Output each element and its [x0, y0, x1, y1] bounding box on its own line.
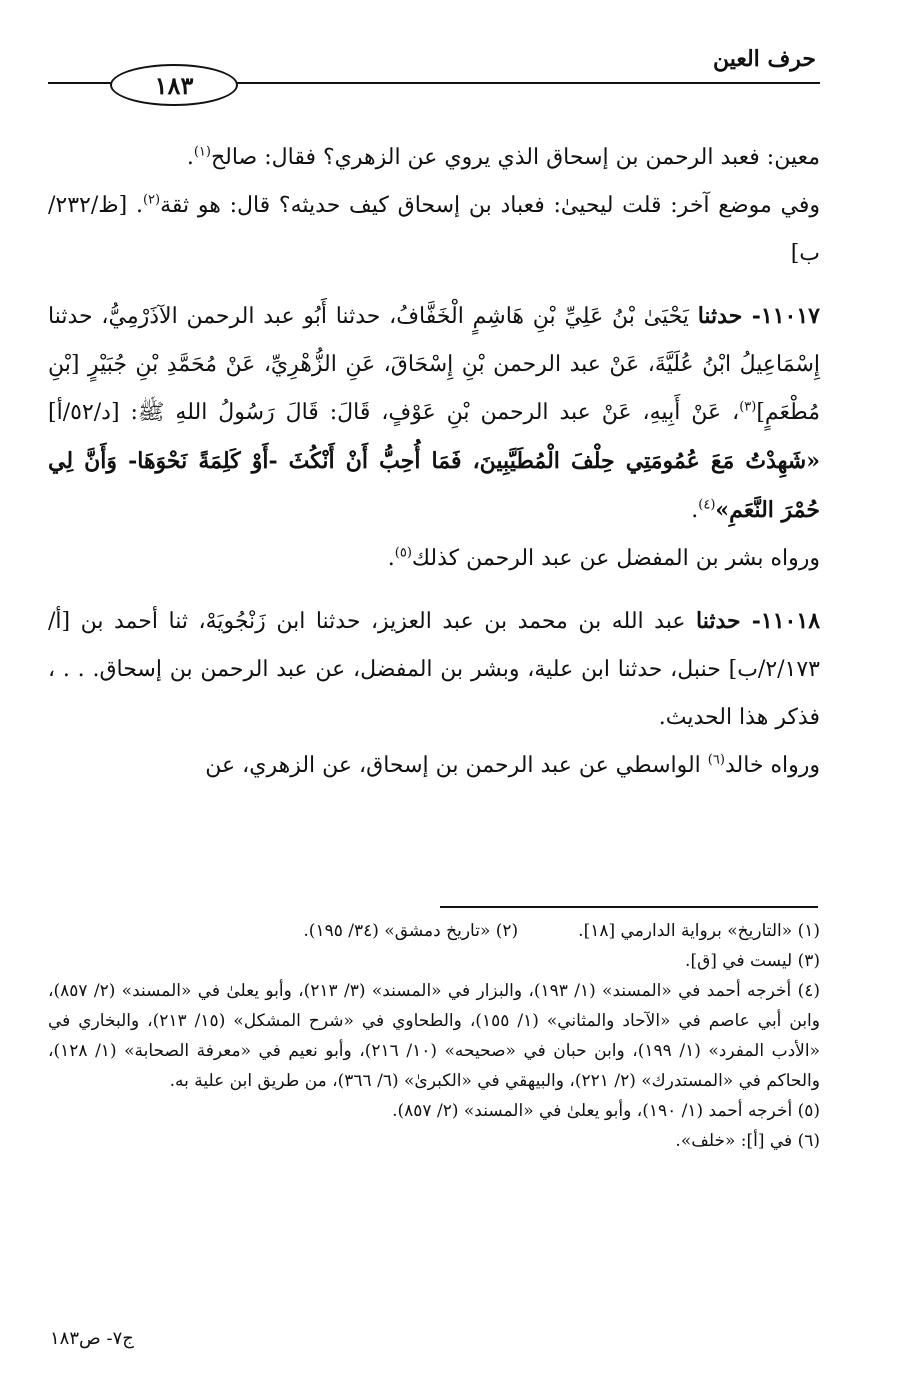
footnote-row	[48, 916, 820, 946]
footnote-ref: (٣)	[739, 399, 757, 415]
paragraph-6: ورواه خالد$^{(٦)}$ الواسطي عن عبد الرحمن بن إسحاق، عن الزهري، عن	[205, 752, 820, 778]
volume-page-ref: ج٧- ص١٨٣	[50, 1328, 134, 1349]
hadith-number: ١١٠١٧- حدثنا	[697, 303, 820, 329]
footnote-rule	[440, 906, 818, 908]
chapter-title: حرف العين	[712, 46, 816, 72]
footnote-3: (٣) ليست في [ق].	[685, 951, 820, 971]
paragraph-4: ورواه بشر بن المفضل عن عبد الرحمن كذلك$^{(٥)}$.	[387, 545, 820, 571]
paragraph-1: معين: فعبد الرحمن بن إسحاق الذي يروي عن الزهري؟ فقال: صالح$^{(١)}$.	[186, 144, 820, 170]
footnote-ref: (٦)	[707, 752, 725, 768]
footnote-ref: (٤)	[698, 497, 716, 513]
hadith-11018: ١١٠١٨- حدثنا عبد الله بن محمد بن عبد العزيز، حدثنا ابن زَنْجُويَهْ، ثنا أحمد بن [أ/٢/١٧٣/ب] حنبل، حدثنا ابن علية، وبشر بن المفضل، عن عبد الرحمن بن إسحاق. . . ، فذكر هذا الحديث.	[48, 608, 821, 730]
footnote-1: (١) «التاريخ» برواية الدارمي [١٨].	[578, 921, 820, 941]
footnote-ref: (٢)	[142, 192, 161, 208]
footnote-ref: (٥)	[394, 545, 412, 561]
main-text	[48, 134, 820, 790]
page-header	[48, 40, 820, 100]
page-number-badge	[110, 64, 238, 106]
footnote-2: (٢) «تاريخ دمشق» (٣٤/ ١٩٥).	[303, 921, 519, 941]
footnote-4: (٤) أخرجه أحمد في «المسند» (١/ ١٩٣)، والبزار في «المسند» (٣/ ٢١٣)، وأبو يعلىٰ في «المسند» (٢/ ٨٥٧)، وابن أبي عاصم في «الآحاد والمثاني» (١/ ١٥٥)، والطحاوي في «شرح المشكل» (١٥/ ٢١٣)، والبخاري في «الأدب المفرد» (١/ ١٩٩)، وابن حبان في «صحيحه» (١٠/ ٢١٦)، وأبو نعيم في «معرفة الصحابة» (١/ ١٢٨)، والحاكم في «المستدرك» (٢/ ٢٢١)، والبيهقي في «الكبرىٰ» (٦/ ٣٦٦)، من طريق ابن علية به.	[48, 981, 820, 1091]
page-number: ١٨٣	[154, 70, 194, 100]
footnote-5: (٥) أخرجه أحمد (١/ ١٩٠)، وأبو يعلىٰ في «المسند» (٢/ ٨٥٧).	[392, 1101, 820, 1121]
paragraph-2: وفي موضع آخر: قلت ليحيىٰ: فعباد بن إسحاق كيف حديثه؟ قال: هو ثقة$^{(٢)}$. [ظ/٢٣٢/ب]	[48, 192, 821, 266]
hadith-number: ١١٠١٨- حدثنا	[695, 608, 821, 634]
footnote-6: (٦) في [أ]: «خلف».	[675, 1131, 820, 1151]
footnote-ref: (١)	[193, 144, 211, 160]
hadith-matn: «شَهِدْتُ مَعَ عُمُومَتِي حِلْفَ الْمُطَيَّبِينَ، فَمَا أُحِبُّ أَنْ أَنْكُثَ -أَوْ كَلِمَةً نَحْوَهَا- وَأَنَّ لِي حُمْرَ النَّعَمِ»	[48, 448, 820, 523]
footnotes	[48, 916, 820, 1156]
hadith-11017: ١١٠١٧- حدثنا يَحْيَىٰ بْنُ عَلِيِّ بْنِ هَاشِمٍ الْخَفَّافُ، حدثنا أَبُو عبد الرحمن الآذَرْمِيُّ، حدثنا إِسْمَاعِيلُ ابْنُ عُلَيَّةَ، عَنْ عبد الرحمن بْنِ إِسْحَاقَ، عَنِ الزُّهْرِيِّ، عَنْ مُحَمَّدِ بْنِ جُبَيْرٍ [بْنِ مُطْعَمٍ]$^{(٣)}$، عَنْ أَبِيهِ، عَنْ عبد الرحمن بْنِ عَوْفٍ، قَالَ: قَالَ رَسُولُ اللهِ ﷺ: [د/٥٢/أ] «شَهِدْتُ مَعَ عُمُومَتِي حِلْفَ الْمُطَيَّبِينَ، فَمَا أُحِبُّ أَنْ أَنْكُثَ -أَوْ كَلِمَةً نَحْوَهَا- وَأَنَّ لِي حُمْرَ النَّعَمِ»$^{(٤)}$.	[48, 303, 820, 523]
